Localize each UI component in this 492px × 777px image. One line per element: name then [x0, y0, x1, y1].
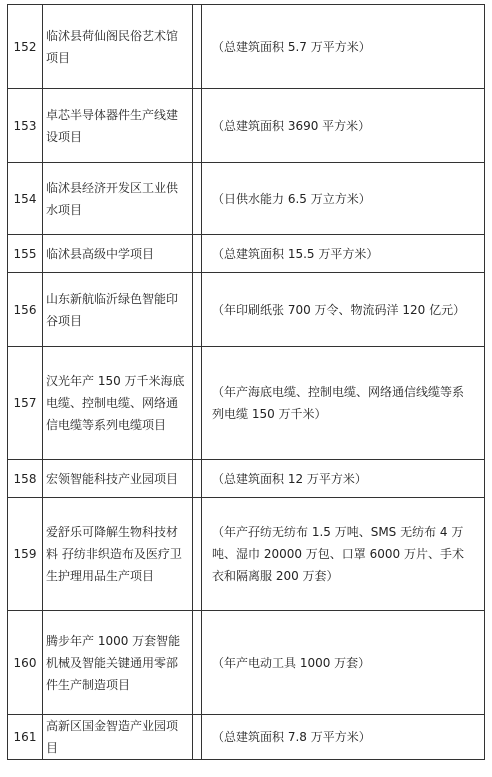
- project-name: 爱舒乐可降解生物科技材料 孖纺非织造布及医疗卫生护理用品生产项目: [43, 498, 193, 611]
- project-name: 山东新航临沂绿色智能印谷项目: [43, 273, 193, 347]
- spacer-cell: [193, 347, 202, 460]
- project-scale: （年产电动工具 1000 万套）: [202, 611, 485, 715]
- table-row: [8, 163, 485, 235]
- project-name: 临沭县荷仙阁民俗艺术馆项目: [43, 5, 193, 89]
- project-name: 高新区国金智造产业园项目: [43, 715, 193, 760]
- project-table: [7, 4, 485, 760]
- table-row: [8, 611, 485, 715]
- project-name: 腾步年产 1000 万套智能机械及智能关键通用零部件生产制造项目: [43, 611, 193, 715]
- table-row: [8, 89, 485, 163]
- project-name: 宏领智能科技产业园项目: [43, 460, 193, 498]
- project-scale: （总建筑面积 5.7 万平方米）: [202, 5, 485, 89]
- project-name: 卓芯半导体器件生产线建设项目: [43, 89, 193, 163]
- project-scale: （日供水能力 6.5 万立方米）: [202, 163, 485, 235]
- table-row: [8, 460, 485, 498]
- table-row: [8, 498, 485, 611]
- spacer-cell: [193, 163, 202, 235]
- row-number: 152: [8, 5, 43, 89]
- spacer-cell: [193, 273, 202, 347]
- spacer-cell: [193, 89, 202, 163]
- project-name: 汉光年产 150 万千米海底电缆、控制电缆、网络通信电缆等系列电缆项目: [43, 347, 193, 460]
- table-row: [8, 715, 485, 760]
- table-row: [8, 273, 485, 347]
- row-number: 155: [8, 235, 43, 273]
- project-scale: （总建筑面积 12 万平方米）: [202, 460, 485, 498]
- row-number: 157: [8, 347, 43, 460]
- row-number: 158: [8, 460, 43, 498]
- spacer-cell: [193, 5, 202, 89]
- row-number: 159: [8, 498, 43, 611]
- spacer-cell: [193, 460, 202, 498]
- spacer-cell: [193, 498, 202, 611]
- project-scale: （年产孖纺无纺布 1.5 万吨、SMS 无纺布 4 万吨、湿巾 20000 万包、口罩 6000 万片、手术衣和隔离服 200 万套）: [202, 498, 485, 611]
- row-number: 160: [8, 611, 43, 715]
- project-scale: （年产海底电缆、控制电缆、网络通信线缆等系列电缆 150 万千米）: [202, 347, 485, 460]
- row-number: 161: [8, 715, 43, 760]
- project-name: 临沭县经济开发区工业供水项目: [43, 163, 193, 235]
- row-number: 153: [8, 89, 43, 163]
- table-row: [8, 235, 485, 273]
- row-number: 154: [8, 163, 43, 235]
- project-scale: （总建筑面积 15.5 万平方米）: [202, 235, 485, 273]
- project-scale: （总建筑面积 7.8 万平方米）: [202, 715, 485, 760]
- spacer-cell: [193, 611, 202, 715]
- project-name: 临沭县高级中学项目: [43, 235, 193, 273]
- table-row: [8, 5, 485, 89]
- spacer-cell: [193, 715, 202, 760]
- table-row: [8, 347, 485, 460]
- row-number: 156: [8, 273, 43, 347]
- project-scale: （总建筑面积 3690 平方米）: [202, 89, 485, 163]
- project-scale: （年印刷纸张 700 万令、物流码洋 120 亿元）: [202, 273, 485, 347]
- spacer-cell: [193, 235, 202, 273]
